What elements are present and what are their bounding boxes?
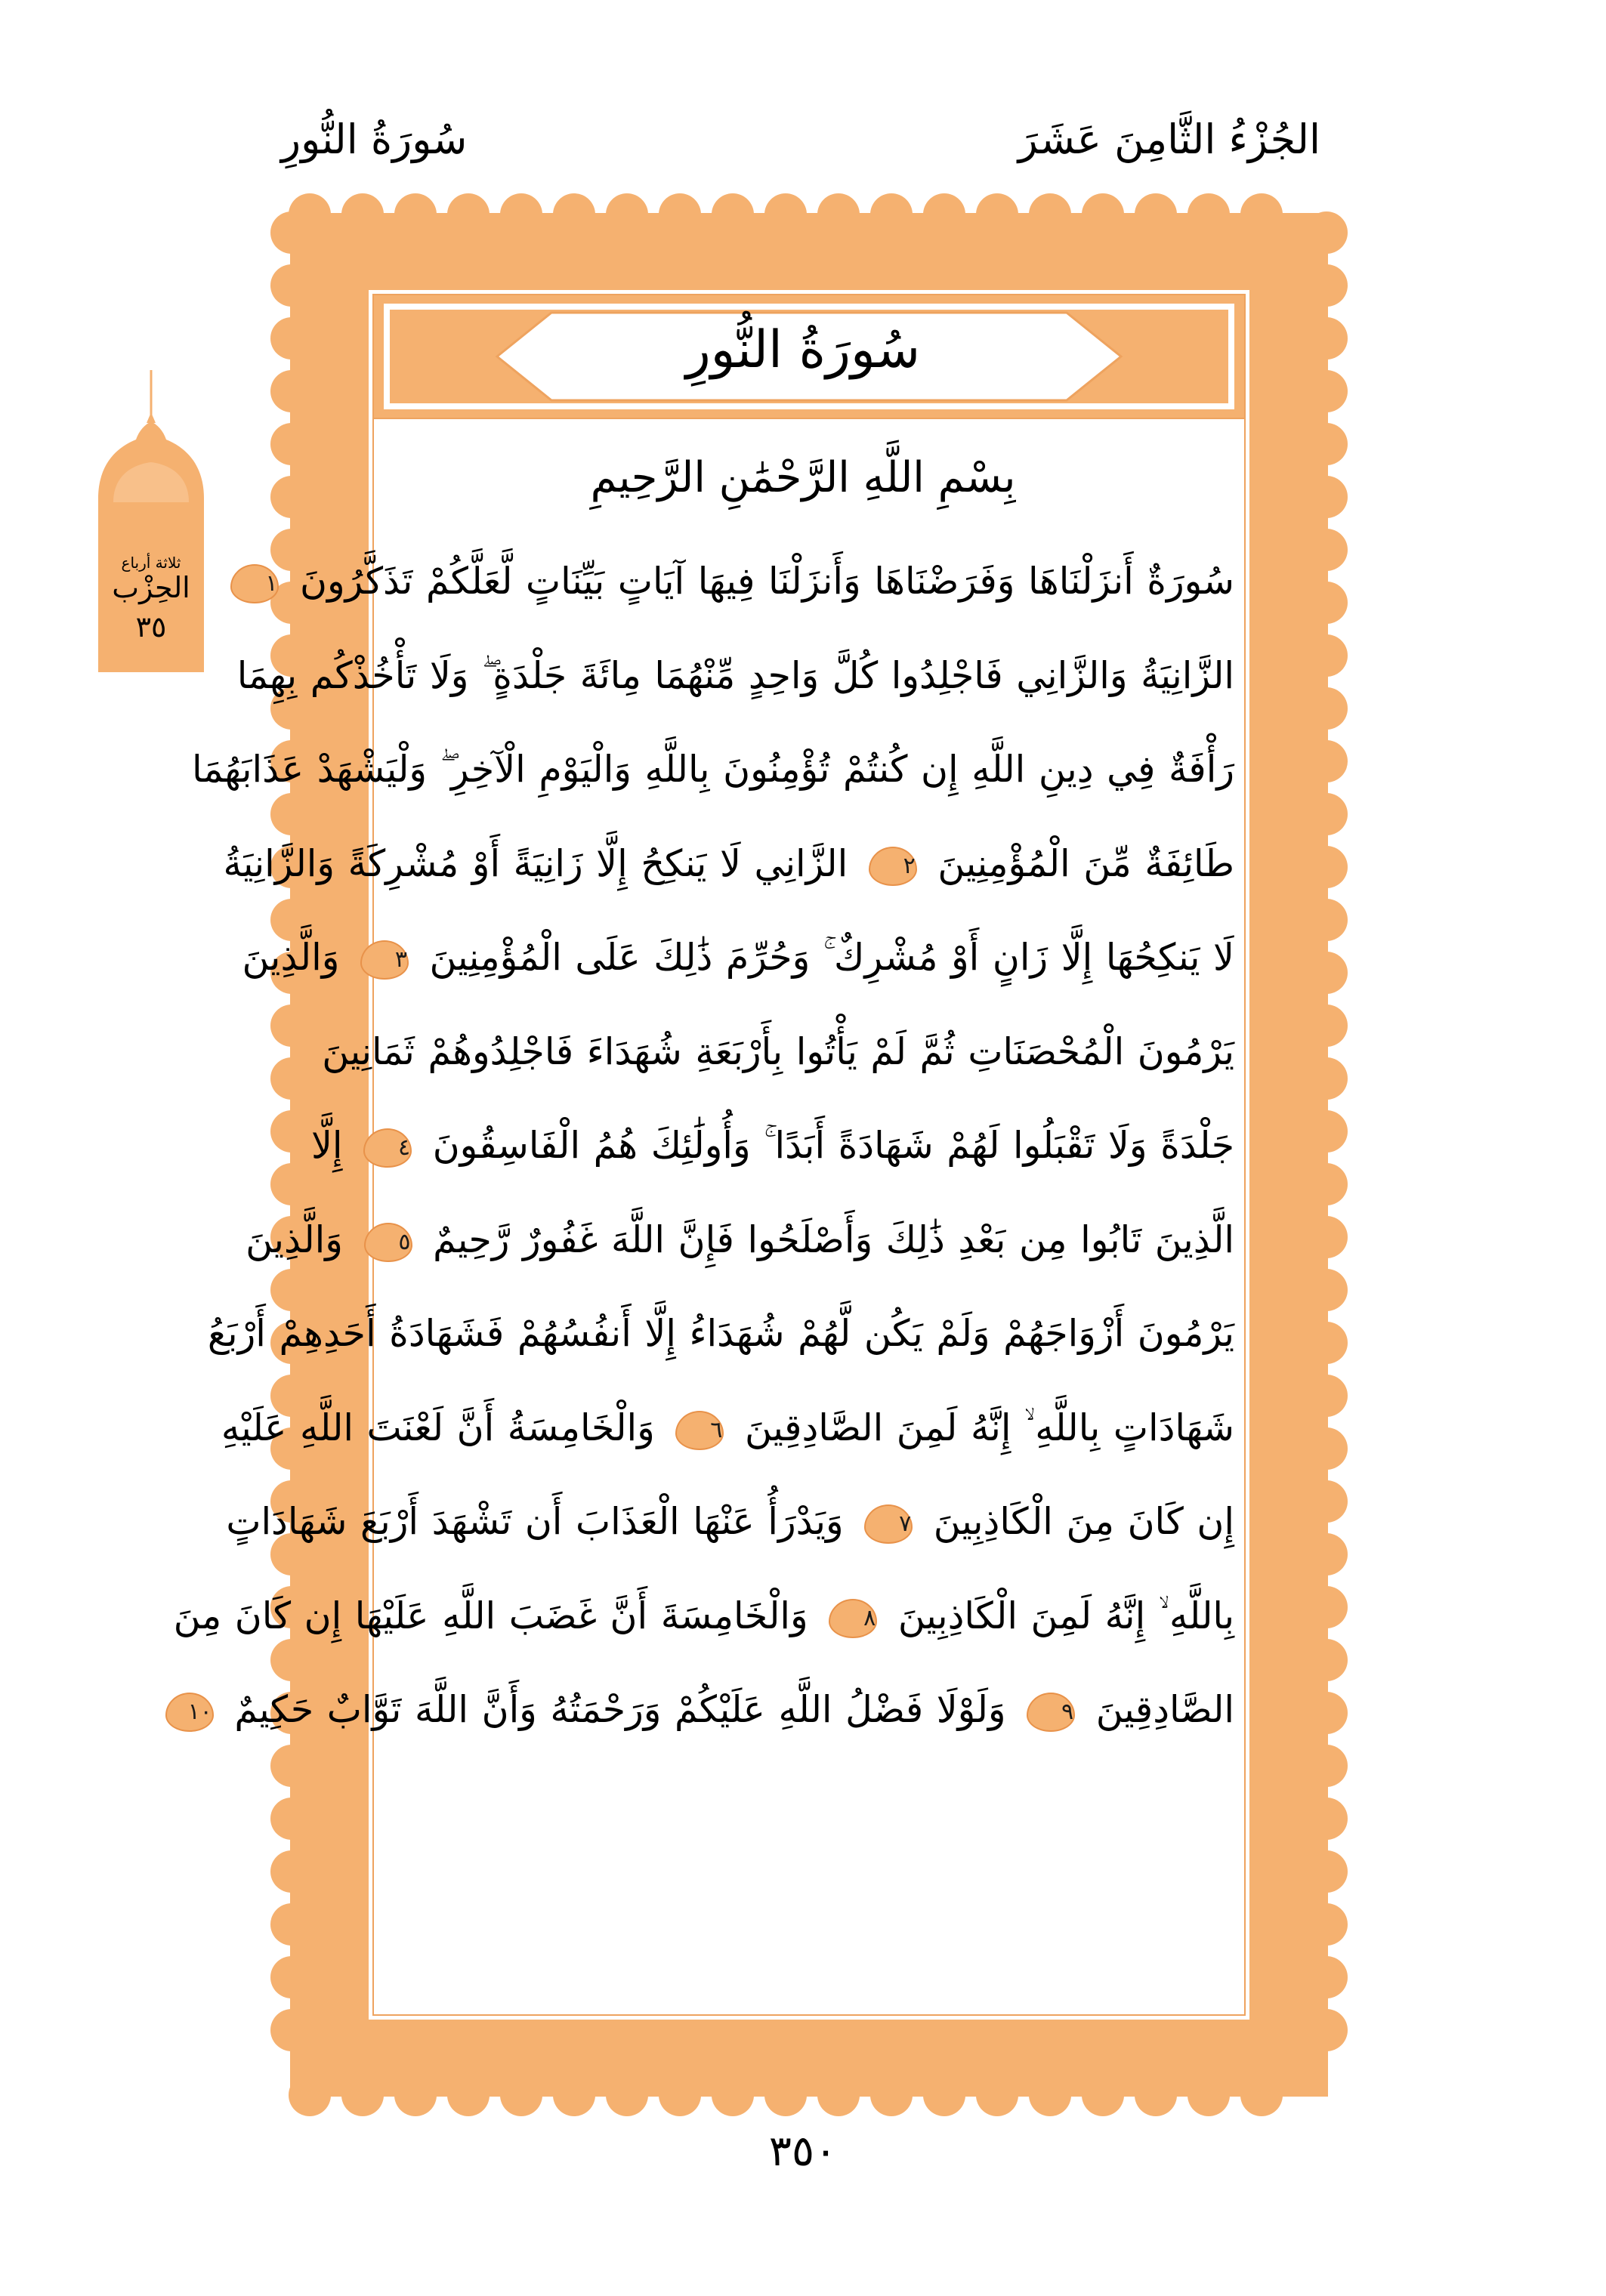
verse-text: بِاللَّهِ ۙ إِنَّهُ لَمِنَ الْكَاذِبِينَ [897, 1594, 1234, 1637]
basmala: بِسْمِ اللَّهِ الرَّحْمَٰنِ الرَّحِيمِ [590, 453, 1016, 502]
verse-line [310, 1099, 1234, 1193]
verse-text: الزَّانِيَةُ وَالزَّانِي فَاجْلِدُوا كُلَّ وَاحِدٍ مِّنْهُمَا مِائَةَ جَلْدَةٍ ۖ وَلَا تَأْخُذْكُم بِهِمَا [236, 654, 1234, 697]
ayah-number-marker: ٤ [363, 1128, 412, 1168]
verse-text: طَائِفَةٌ مِّنَ الْمُؤْمِنِينَ [937, 842, 1234, 885]
ayah-number-marker: ٩ [1027, 1693, 1075, 1732]
verse-line [236, 629, 1234, 723]
verse-text: الزَّانِي لَا يَنكِحُ إِلَّا زَانِيَةً أَوْ مُشْرِكَةً وَالزَّانِيَةُ [223, 842, 848, 885]
verse-line [221, 1381, 1234, 1475]
verse-line [173, 1569, 1234, 1663]
verse-text: جَلْدَةً وَلَا تَقْبَلُوا لَهُمْ شَهَادَةً أَبَدًا ۚ وَأُولَٰئِكَ هُمُ الْفَاسِقُونَ [432, 1124, 1234, 1167]
verse-line [242, 911, 1234, 1004]
verse-text: وَالْخَامِسَةَ أَنَّ غَضَبَ اللَّهِ عَلَيْهَا إِن كَانَ مِنَ [173, 1594, 808, 1637]
hizb-caption: ثلاثة أرباع [121, 554, 181, 572]
verse-text: رَأْفَةٌ فِي دِينِ اللَّهِ إِن كُنتُمْ تُؤْمِنُونَ بِاللَّهِ وَالْيَوْمِ الْآخِرِ ۖ وَلْيَشْهَدْ عَذَابَهُمَا [192, 748, 1234, 791]
verse-line [192, 723, 1234, 816]
ayah-number-marker: ٨ [829, 1599, 877, 1638]
verse-text: شَهَادَاتٍ بِاللَّهِ ۙ إِنَّهُ لَمِنَ الصَّادِقِينَ [744, 1406, 1234, 1449]
juz-running-head: الجُزْءُ الثَّامِنَ عَشَرَ [1018, 116, 1320, 163]
verse-text: سُورَةٌ أَنزَلْنَاهَا وَفَرَضْنَاهَا وَأَنزَلْنَا فِيهَا آيَاتٍ بَيِّنَاتٍ لَّعَلَّكُمْ تَذَكَّرُونَ [300, 560, 1234, 603]
verse-line [187, 1663, 1234, 1757]
surah-title: سُورَةُ النُّورِ [685, 320, 921, 380]
hizb-label: الحِزْب [112, 571, 190, 604]
verse-text: الصَّادِقِينَ [1095, 1688, 1234, 1731]
ayah-number-marker: ١ [230, 564, 279, 603]
ayah-number-marker: ١٠ [165, 1693, 214, 1732]
ayah-number-marker: ٧ [864, 1504, 913, 1544]
ayah-number-marker: ٥ [364, 1223, 412, 1262]
surah-running-head: سُورَةُ النُّورِ [281, 116, 468, 163]
verse-text: وَالَّذِينَ [242, 936, 340, 979]
ayah-number-marker: ٦ [675, 1411, 724, 1450]
verse-line [265, 535, 1234, 628]
verse-text: لَا يَنكِحُهَا إِلَّا زَانٍ أَوْ مُشْرِكٌ ۚ وَحُرِّمَ ذَٰلِكَ عَلَى الْمُؤْمِنِينَ [429, 936, 1234, 979]
verse-text: يَرْمُونَ أَزْوَاجَهُمْ وَلَمْ يَكُن لَّهُمْ شُهَدَاءُ إِلَّا أَنفُسُهُمْ فَشَهَادَةُ أَحَدِهِمْ أَرْبَعُ [207, 1312, 1234, 1355]
verse-line [322, 1005, 1234, 1099]
verse-text: وَالْخَامِسَةُ أَنَّ لَعْنَتَ اللَّهِ عَلَيْهِ [221, 1406, 655, 1449]
verse-text: إِن كَانَ مِنَ الْكَاذِبِينَ [933, 1500, 1234, 1543]
verse-line [226, 1475, 1234, 1569]
verse-line [223, 817, 1234, 911]
verse-text: الَّذِينَ تَابُوا مِن بَعْدِ ذَٰلِكَ وَأَصْلَحُوا فَإِنَّ اللَّهَ غَفُورٌ رَّحِيمٌ [433, 1218, 1234, 1261]
page-number: ٣٥٠ [768, 2127, 838, 2176]
verse-text: وَالَّذِينَ [246, 1218, 343, 1261]
ayah-number-marker: ٢ [869, 847, 917, 886]
ayah-number-marker: ٣ [360, 940, 409, 980]
verse-line [207, 1287, 1234, 1381]
verse-text: إِلَّا [310, 1124, 343, 1167]
verse-text: وَيَدْرَأُ عَنْهَا الْعَذَابَ أَن تَشْهَدَ أَرْبَعَ شَهَادَاتٍ [226, 1500, 844, 1543]
verse-text: وَلَوْلَا فَضْلُ اللَّهِ عَلَيْكُمْ وَرَحْمَتُهُ وَأَنَّ اللَّهَ تَوَّابٌ حَكِيمٌ [234, 1688, 1006, 1731]
verse-text: يَرْمُونَ الْمُحْصَنَاتِ ثُمَّ لَمْ يَأْتُوا بِأَرْبَعَةِ شُهَدَاءَ فَاجْلِدُوهُمْ ثَمَانِينَ [322, 1030, 1234, 1073]
verse-line [246, 1193, 1234, 1287]
hizb-number: ٣٥ [135, 610, 167, 643]
